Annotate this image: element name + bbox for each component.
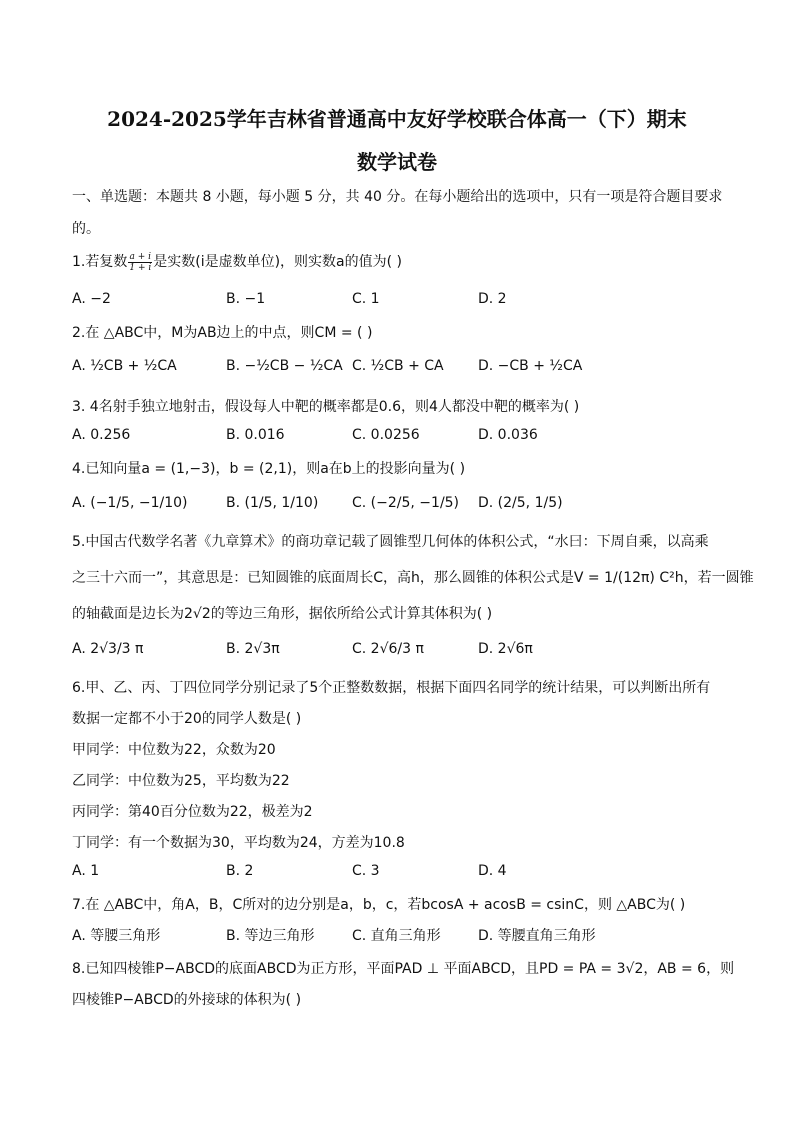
student-ding-stats: 丁同学：有一个数据为30，平均数为24，方差为10.8 (72, 835, 405, 851)
q5-option-c: C. 2√6/3 π (352, 641, 424, 657)
q2-option-b: B. −½CB − ½CA (226, 358, 343, 374)
question-6-line-2: 数据一定都不小于20的同学人数是( ) (72, 711, 302, 727)
q3-option-b: B. 0.016 (226, 427, 285, 443)
q7-option-b: B. 等边三角形 (226, 928, 315, 944)
student-yi-stats: 乙同学：中位数为25，平均数为22 (72, 773, 290, 789)
q3-option-a: A. 0.256 (72, 427, 131, 443)
student-bing-stats: 丙同学：第40百分位数为22，极差为2 (72, 804, 313, 820)
q4-option-c: C. (−2/5, −1/5) (352, 495, 460, 511)
question-2: 2.在 △ABC中，M为AB边上的中点，则CM = ( ) (72, 325, 373, 341)
question-1-frac-num: a + i (129, 251, 152, 262)
question-1-frac-den: 1 + i (129, 262, 152, 273)
q3-option-d: D. 0.036 (478, 427, 538, 443)
question-5-line-2: 之三十六而一”，其意思是：已知圆锥的底面周长C，高h，那么圆锥的体积公式是V = 1/(12π) C²h，若一圆锥 (72, 570, 754, 586)
q4-option-b: B. (1/5, 1/10) (226, 495, 319, 511)
section-instructions-cont: 的。 (72, 221, 100, 237)
question-1-fraction (128, 252, 152, 273)
q3-option-c: C. 0.0256 (352, 427, 420, 443)
exam-title: 2024-2025学年吉林省普通高中友好学校联合体高一（下）期末 (107, 107, 687, 131)
question-8-line-2: 四棱锥P−ABCD的外接球的体积为( ) (72, 992, 302, 1008)
q6-option-d: D. 4 (478, 863, 507, 879)
q2-option-a: A. ½CB + ½CA (72, 358, 177, 374)
section-instructions: 一、单选题：本题共 8 小题，每小题 5 分，共 40 分。在每小题给出的选项中，只有一项是符合题目要求 (72, 189, 723, 205)
question-5-line-3: 的轴截面是边长为2√2的等边三角形，据依所给公式计算其体积为( ) (72, 606, 493, 622)
q2-option-c: C. ½CB + CA (352, 358, 444, 374)
question-4: 4.已知向量a = (1,−3)，b = (2,1)，则a在b上的投影向量为( ) (72, 461, 466, 477)
q4-option-a: A. (−1/5, −1/10) (72, 495, 188, 511)
q7-option-a: A. 等腰三角形 (72, 928, 161, 944)
question-6-line-1: 6.甲、乙、丙、丁四位同学分别记录了5个正整数数据，根据下面四名同学的统计结果，可以判断出所有 (72, 680, 711, 696)
q5-option-a: A. 2√3/3 π (72, 641, 144, 657)
question-1-post: 是实数(i是虚数单位)，则实数a的值为( ) (153, 254, 403, 270)
exam-subtitle: 数学试卷 (357, 150, 437, 174)
question-7: 7.在 △ABC中，角A，B，C所对的边分别是a，b，c，若bcosA + acosB = csinC，则 △ABC为( ) (72, 897, 686, 913)
question-8-line-1: 8.已知四棱锥P−ABCD的底面ABCD为正方形，平面PAD ⊥ 平面ABCD，且PD = PA = 3√2，AB = 6，则 (72, 961, 735, 977)
question-3: 3. 4名射手独立地射击，假设每人中靶的概率都是0.6，则4人都没中靶的概率为( ) (72, 399, 580, 415)
q1-option-b: B. −1 (226, 291, 266, 307)
question-1-pre: 1.若复数 (72, 254, 128, 270)
q6-option-a: A. 1 (72, 863, 100, 879)
student-jia-stats: 甲同学：中位数为22，众数为20 (72, 742, 276, 758)
q5-option-b: B. 2√3π (226, 641, 280, 657)
q1-option-a: A. −2 (72, 291, 111, 307)
q1-option-c: C. 1 (352, 291, 380, 307)
q7-option-d: D. 等腰直角三角形 (478, 928, 596, 944)
q6-option-c: C. 3 (352, 863, 380, 879)
question-5-line-1: 5.中国古代数学名著《九章算术》的商功章记载了圆锥型几何体的体积公式，“水曰：下周自乘，以高乘 (72, 534, 709, 550)
q1-option-d: D. 2 (478, 291, 507, 307)
question-1 (72, 251, 402, 273)
q2-option-d: D. −CB + ½CA (478, 358, 583, 374)
q6-option-b: B. 2 (226, 863, 254, 879)
q5-option-d: D. 2√6π (478, 641, 533, 657)
q7-option-c: C. 直角三角形 (352, 928, 441, 944)
q4-option-d: D. (2/5, 1/5) (478, 495, 563, 511)
